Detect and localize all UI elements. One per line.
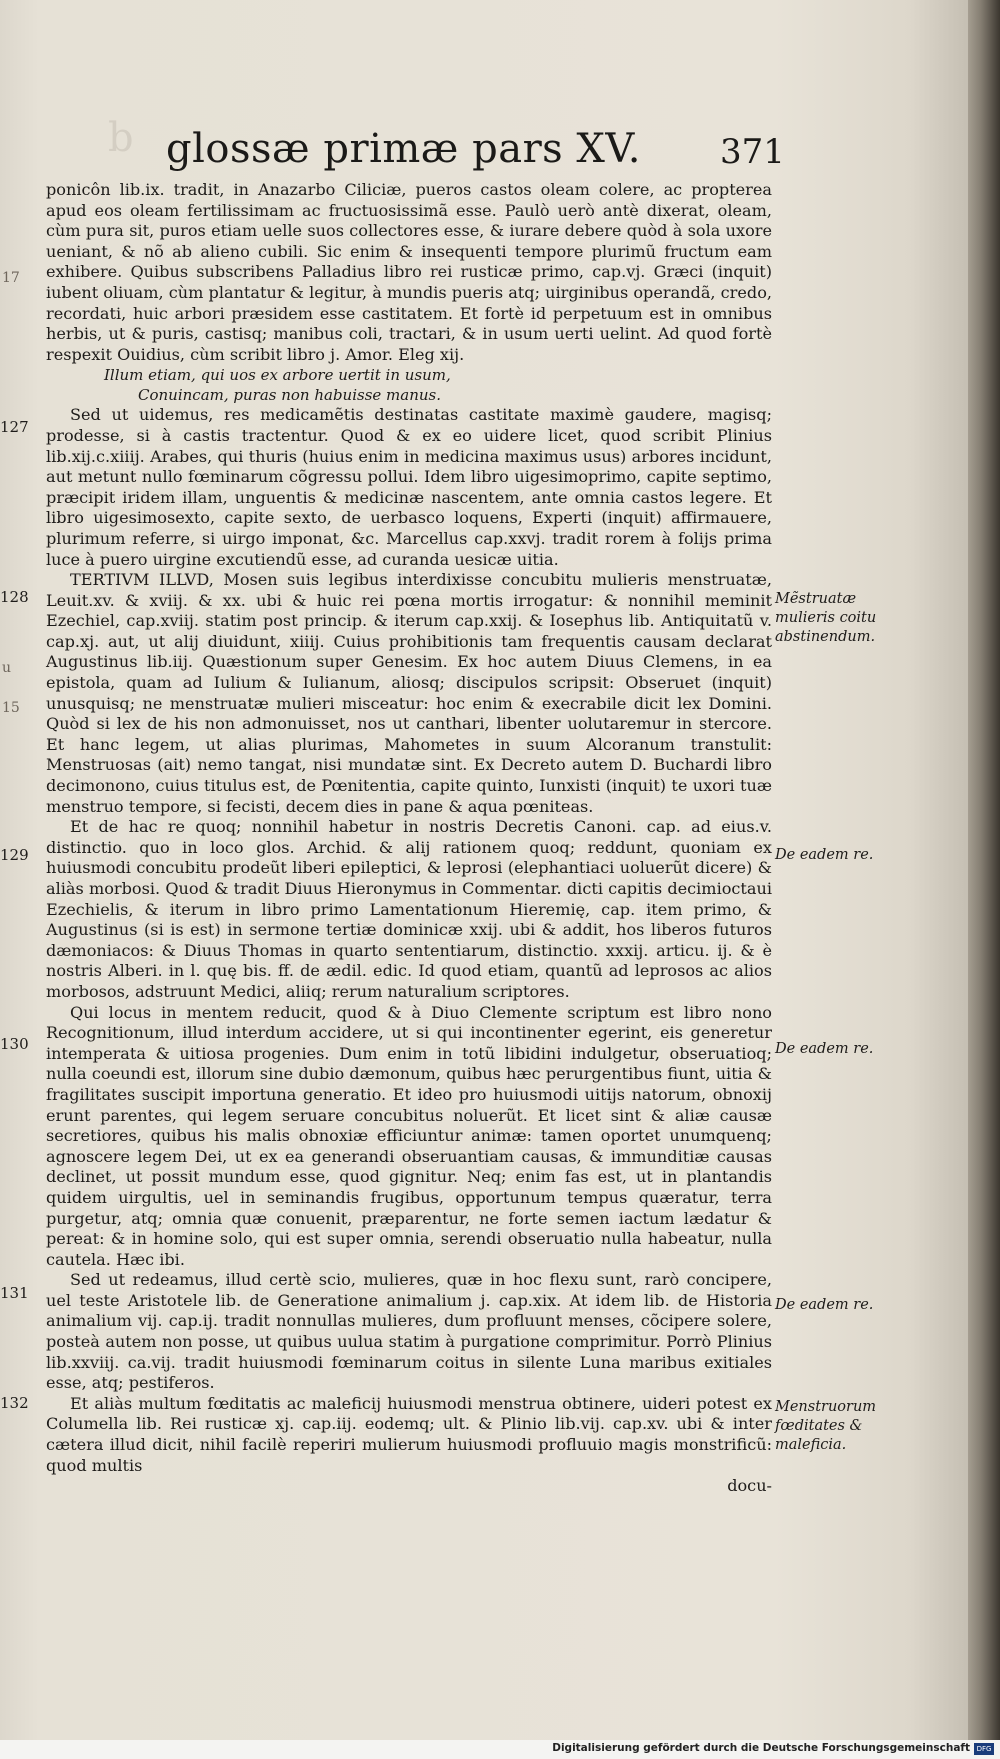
side-note: Menstruorum fœditates & maleficia.: [775, 1399, 877, 1453]
margin-bleed: 17: [2, 270, 20, 286]
side-note: De eadem re.: [775, 1041, 874, 1057]
paragraph: Et aliàs multum fœditatis ac maleficij huiusmodi menstrua obtinere, uideri potest ex Columella lib. Rei rusticæ xj. cap.iij. eodemq; ult. & Plinio lib.vij. cap.xv. ubi & inter cætera illud dicit, nihil facilè reperiri mulierum huiusmodi profluuio magis monstrificũ: quod multis: [46, 1393, 772, 1475]
side-note: De eadem re.: [775, 847, 874, 863]
footer-credit: Digitalisierung gefördert durch die Deutsche Forschungsgemeinschaft: [552, 1742, 970, 1754]
paragraph-number: 130: [0, 1035, 29, 1053]
paragraph: ponicôn lib.ix. tradit, in Anazarbo Ciliciæ, pueros castos oleam colere, ac propterea apud eos oleam fertilissimam ac fructuosissimã esse. Paulò uerò antè dixerat, oleam, cùm pura sit, puros etiam uelle suos collectores esse, & iurare debere quòd à sola uxore ueniant, & nõ ab alieno cubili. Sic enim & insequenti tempore plurimũ fructum eam exhibere. Quibus subscribens Palladius libro rei rusticæ primo, cap.vj. Græci (inquit) iubent oliuam, cùm plantatur & legitur, à mundis pueris atq; uirginibus operandã, credo, recordati, huic arbori præsidem esse castitatem. Et fortè id perpetuum est in omnibus herbis, ut & puris, castisq; manibus coli, tractari, & in usum uerti uelint. Ad quod fortè respexit Ouidius, cùm scribit libro j. Amor. Eleg xij.: [46, 180, 772, 364]
paragraph: Et de hac re quoq; nonnihil habetur in nostris Decretis Canoni. cap. ad eius.v. distinctio. quo in loco glos. Archid. & alij rationem quoq; reddunt, quoniam ex huiusmodi concubitu prodeũt liberi epileptici, & leprosi (elephantiaci uoluerũt dicere) & aliàs morbosi. Quod & tradit Diuus Hieronymus in Commentar. dicti capitis decimioctaui Ezechielis, & iterum in libro primo Lamentationum Hieremię, cap. item primo, & Augustinus (si is est) in sermone tertiæ dominicæ xxij. ubi & addit, hos liberos futuros dæmoniacos: & Diuus Thomas in quarto sententiarum, distinctio. xxxij. articu. ij. & è nostris Alberi. in l. quę bis. ff. de ædil. edic. Id quod etiam, quantũ ad leprosos ac alios morbosos, adstruunt Medici, aliiq; rerum naturalium scriptores.: [46, 817, 772, 1001]
margin-bleed: u: [2, 660, 12, 676]
paragraph: Sed ut uidemus, res medicamẽtis destinatas castitate maximè gaudere, magisq; prodesse, si à castis tractentur. Quod & ex eo uidere licet, quod scribit Plinius lib.xij.c.xiiij. Arabes, qui thuris (huius enim in medicina maximus usus) arbores incidunt, aut metunt nullo fœminarum cõgressu pollui. Idem libro uigesimoprimo, capite septimo, præcipit iridem illam, unguentis & medicinæ nascentem, ante omnia castos legere. Et libro uigesimosexto, capite sexto, de uerbasco loquens, Experti (inquit) affirmauere, plurimum referre, si uirgo imponat, &c. Marcellus cap.xxvj. tradit rorem à folijs prima luce à puero uirgine excutiendũ esse, ad curanda uesicæ uitia.: [46, 405, 772, 569]
catchword: docu-: [727, 1476, 772, 1496]
running-title: glossæ primæ pars XV.: [166, 126, 642, 172]
dfg-logo-icon: DFG: [974, 1743, 994, 1755]
page-edge: [968, 0, 1000, 1740]
paragraph-number: 131: [0, 1284, 29, 1302]
verse-line: Illum etiam, qui uos ex arbore uertit in usum,: [104, 366, 451, 385]
verse-line: Conuincam, puras non habuisse manus.: [138, 386, 442, 405]
main-text: [46, 180, 772, 1497]
paragraph-number: 128: [0, 588, 29, 606]
page-number: 371: [720, 132, 785, 172]
bleed-through-text: b: [108, 115, 134, 161]
paragraph-number: 127: [0, 418, 29, 436]
paragraph-number: 132: [0, 1394, 29, 1412]
paragraph: Qui locus in mentem reducit, quod & à Diuo Clemente scriptum est libro nono Recognitionum, illud interdum accidere, ut si qui incontinenter egerint, eis generetur intemperata & uitiosa progenies. Dum enim in totũ libidini indulgetur, obseruatioq; nulla coeundi est, illorum sine dubio dæmonum, quibus hæc perurgentibus fiunt, uitia & fragilitates suscipit importuna generatio. Et ideo pro huiusmodi uitijs natorum, obnoxij erunt parentes, qui legem seruare concubitus noluerũt. Et licet sint & aliæ causæ secretiores, quibus his malis obnoxiæ efficiuntur animæ: tamen oportet unumquenq; agnoscere legem Dei, ut ex ea generandi obseruantiam causas, & immunditiæ causas declinet, ut possit mundum esse, quod gignitur. Neq; enim fas est, ut in plantandis quidem uirgultis, uel in seminandis frugibus, opportunum tempus quæratur, terra purgetur, atq; omnia quæ conuenit, præparentur, ne forte semen iactum lædatur & pereat: & in homine solo, qui est super omnia, serendi obseruatio nulla habeatur, nulla cautela. Hæc ibi.: [46, 1002, 772, 1269]
paragraph-number: 129: [0, 846, 29, 864]
paragraph: TERTIVM ILLVD, Mosen suis legibus interdixisse concubitu mulieris menstruatæ, Leuit.xv. & xviij. & xx. ubi & huic rei pœna mortis irrogatur: & nonnihil meminit Ezechiel, cap.xviij. statim post princip. & iterum cap.xxij. & Iosephus lib. Antiquitatũ v. cap.xj. aut, ut alij diuidunt, xiiij. Cuius prohibitionis tam frequentis causam declarat Augustinus lib.iij. Quæstionum super Genesim. Ex hoc autem Diuus Clemens, in ea epistola, quam ad Iulium & Iulianum, aliosq; discipulos scripsit: Obseruet (inquit) unusquisq; ne menstruatæ mulieri misceatur: hoc enim & execrabile dicit lex Domini. Quòd si lex de his non admonuisset, nos ut canthari, libenter uolutaremur in stercore. Et hanc legem, ut alias plurimas, Mahometes in suum Alcoranum transtulit: Menstruosas (ait) nemo tangat, nisi mundatæ sint. Ex Decreto autem D. Buchardi libro decimonono, cuius titulus est, de Pœnitentia, capite quinto, Iunxisti (inquit) te uxori tuæ menstruo tempore, si fecisti, decem dies in pane & aqua pœniteas.: [46, 570, 772, 816]
side-note: De eadem re.: [775, 1297, 874, 1313]
margin-bleed: 15: [2, 700, 20, 716]
side-note: Mẽstruatæ mulieris coitu abstinendum.: [775, 591, 877, 645]
paragraph: Sed ut redeamus, illud certè scio, mulieres, quæ in hoc flexu sunt, rarò concipere, uel teste Aristotele lib. de Generatione animalium j. cap.xix. At idem lib. de Historia animalium vij. cap.ij. tradit nonnullas mulieres, dum profluunt menses, cõcipere solere, posteà autem non posse, ut quibus uulua statim à purgatione comprimitur. Porrò Plinius lib.xxviij. ca.vij. tradit huiusmodi fœminarum coitus in silente Luna maribus exitiales esse, atq; pestiferos.: [46, 1270, 772, 1393]
